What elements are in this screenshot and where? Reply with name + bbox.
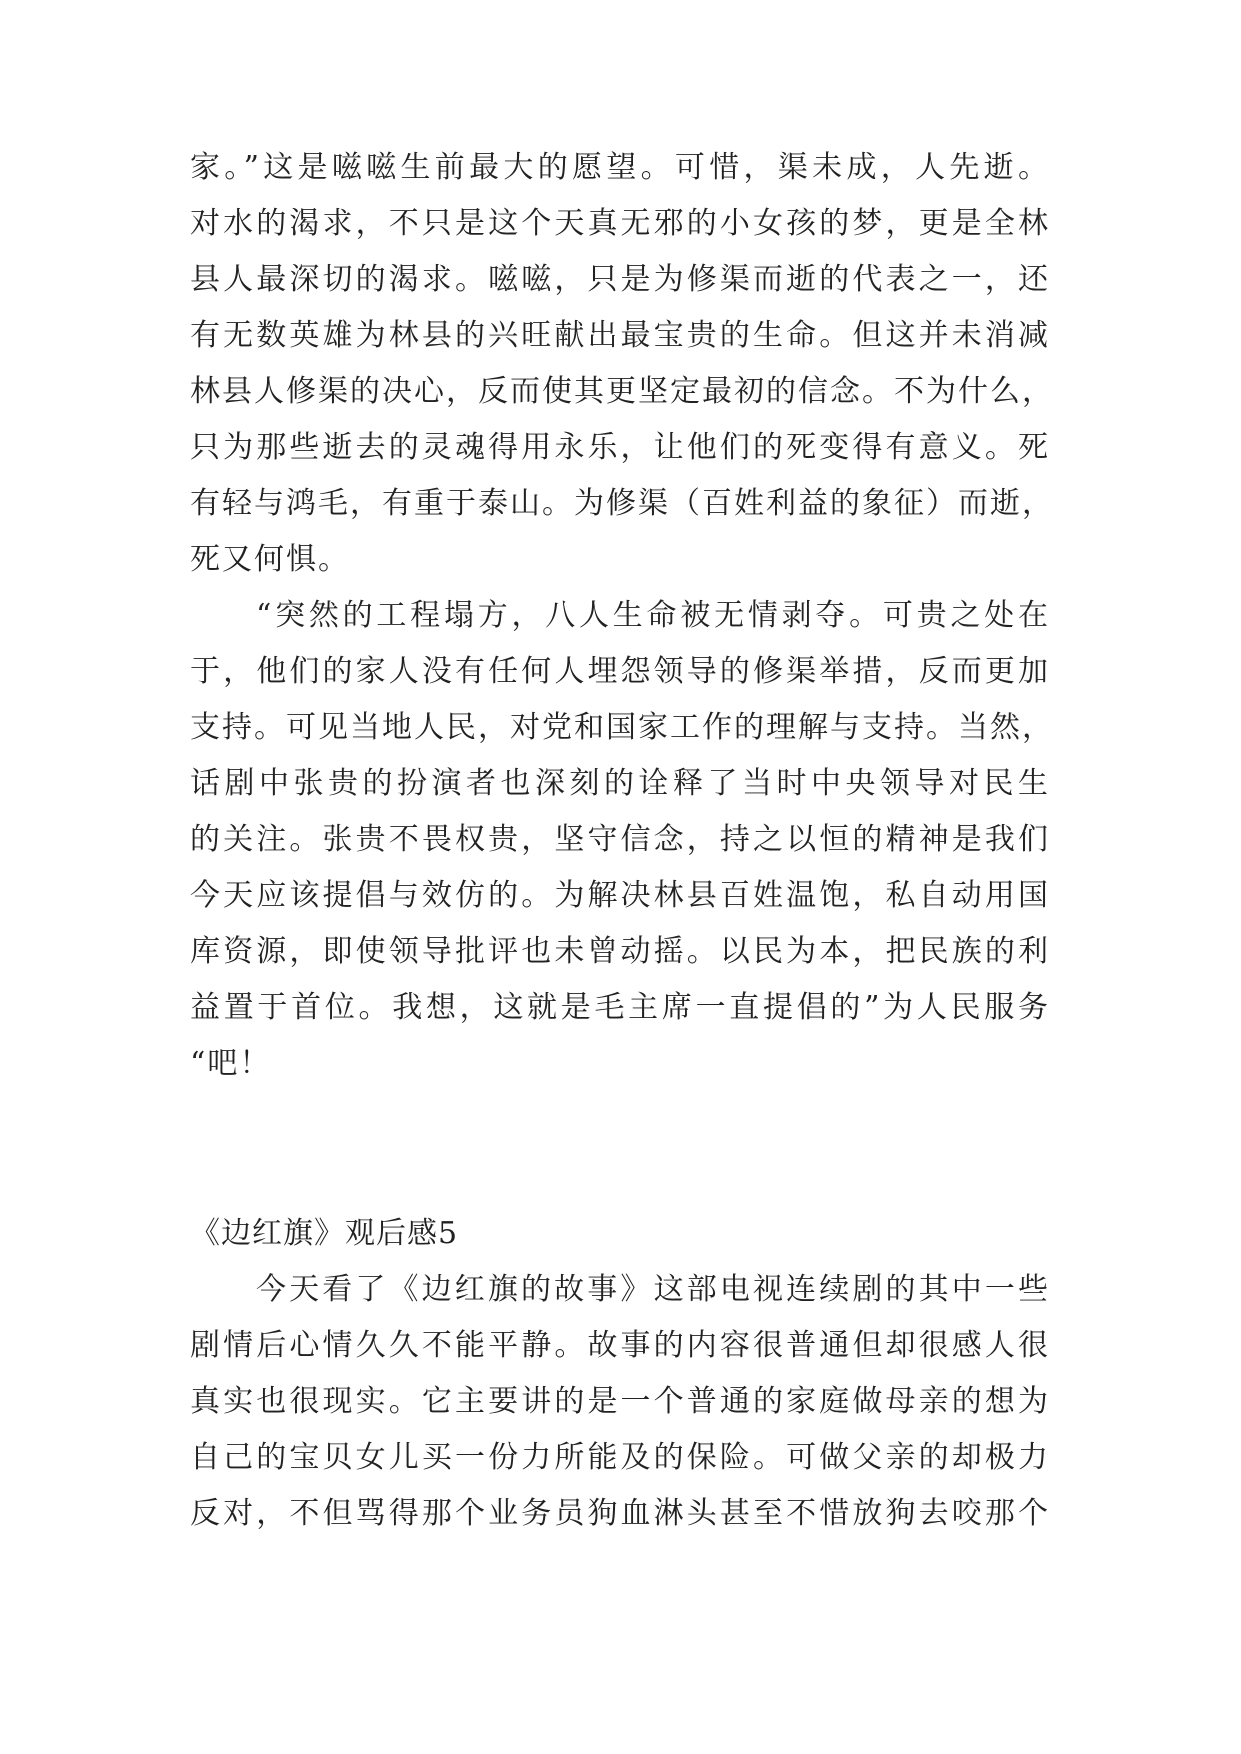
text-line: 支持。可见当地人民，对党和国家工作的理解与支持。当然， [190, 710, 1054, 745]
text-line: 死又何惧。 [190, 542, 350, 577]
text-line: 真实也很现实。它主要讲的是一个普通的家庭做母亲的想为 [190, 1384, 1050, 1419]
text-line: 库资源，即使领导批评也未曾动摇。以民为本，把民族的利 [190, 934, 1050, 969]
text-line: 的关注。张贵不畏权贵，坚守信念，持之以恒的精神是我们 [190, 822, 1050, 857]
text-line: 剧情后心情久久不能平静。故事的内容很普通但却很感人很 [190, 1328, 1050, 1363]
text-line: 话剧中张贵的扮演者也深刻的诠释了当时中央领导对民生 [190, 766, 1050, 801]
text-line: 林县人修渠的决心，反而使其更坚定最初的信念。不为什么， [190, 374, 1054, 409]
text-line: 自己的宝贝女儿买一份力所能及的保险。可做父亲的却极力 [190, 1440, 1050, 1475]
text-line: 今天应该提倡与效仿的。为解决林县百姓温饱，私自动用国 [190, 878, 1050, 913]
text-line: 于，他们的家人没有任何人埋怨领导的修渠举措，反而更加 [190, 654, 1050, 689]
text-line: 有轻与鸿毛，有重于泰山。为修渠（百姓利益的象征）而逝， [190, 486, 1054, 521]
text-line: 只为那些逝去的灵魂得用永乐，让他们的死变得有意义。死 [190, 430, 1050, 465]
text-line: “吧！ [190, 1046, 272, 1081]
text-line: “突然的工程塌方，八人生命被无情剥夺。可贵之处在 [256, 598, 1050, 633]
text-line: 今天看了《边红旗的故事》这部电视连续剧的其中一些 [256, 1272, 1050, 1307]
text-line: 反对，不但骂得那个业务员狗血淋头甚至不惜放狗去咬那个 [190, 1496, 1050, 1531]
section-heading: 《边红旗》观后感5 [190, 1216, 459, 1251]
text-line: 对水的渴求，不只是这个天真无邪的小女孩的梦，更是全林 [190, 206, 1050, 241]
text-line: 益置于首位。我想，这就是毛主席一直提倡的”为人民服务 [190, 990, 1050, 1025]
text-line: 家。”这是嗞嗞生前最大的愿望。可惜，渠未成，人先逝。 [190, 150, 1050, 185]
text-line: 县人最深切的渴求。嗞嗞，只是为修渠而逝的代表之一，还 [190, 262, 1050, 297]
text-line: 有无数英雄为林县的兴旺献出最宝贵的生命。但这并未消减 [190, 318, 1050, 353]
